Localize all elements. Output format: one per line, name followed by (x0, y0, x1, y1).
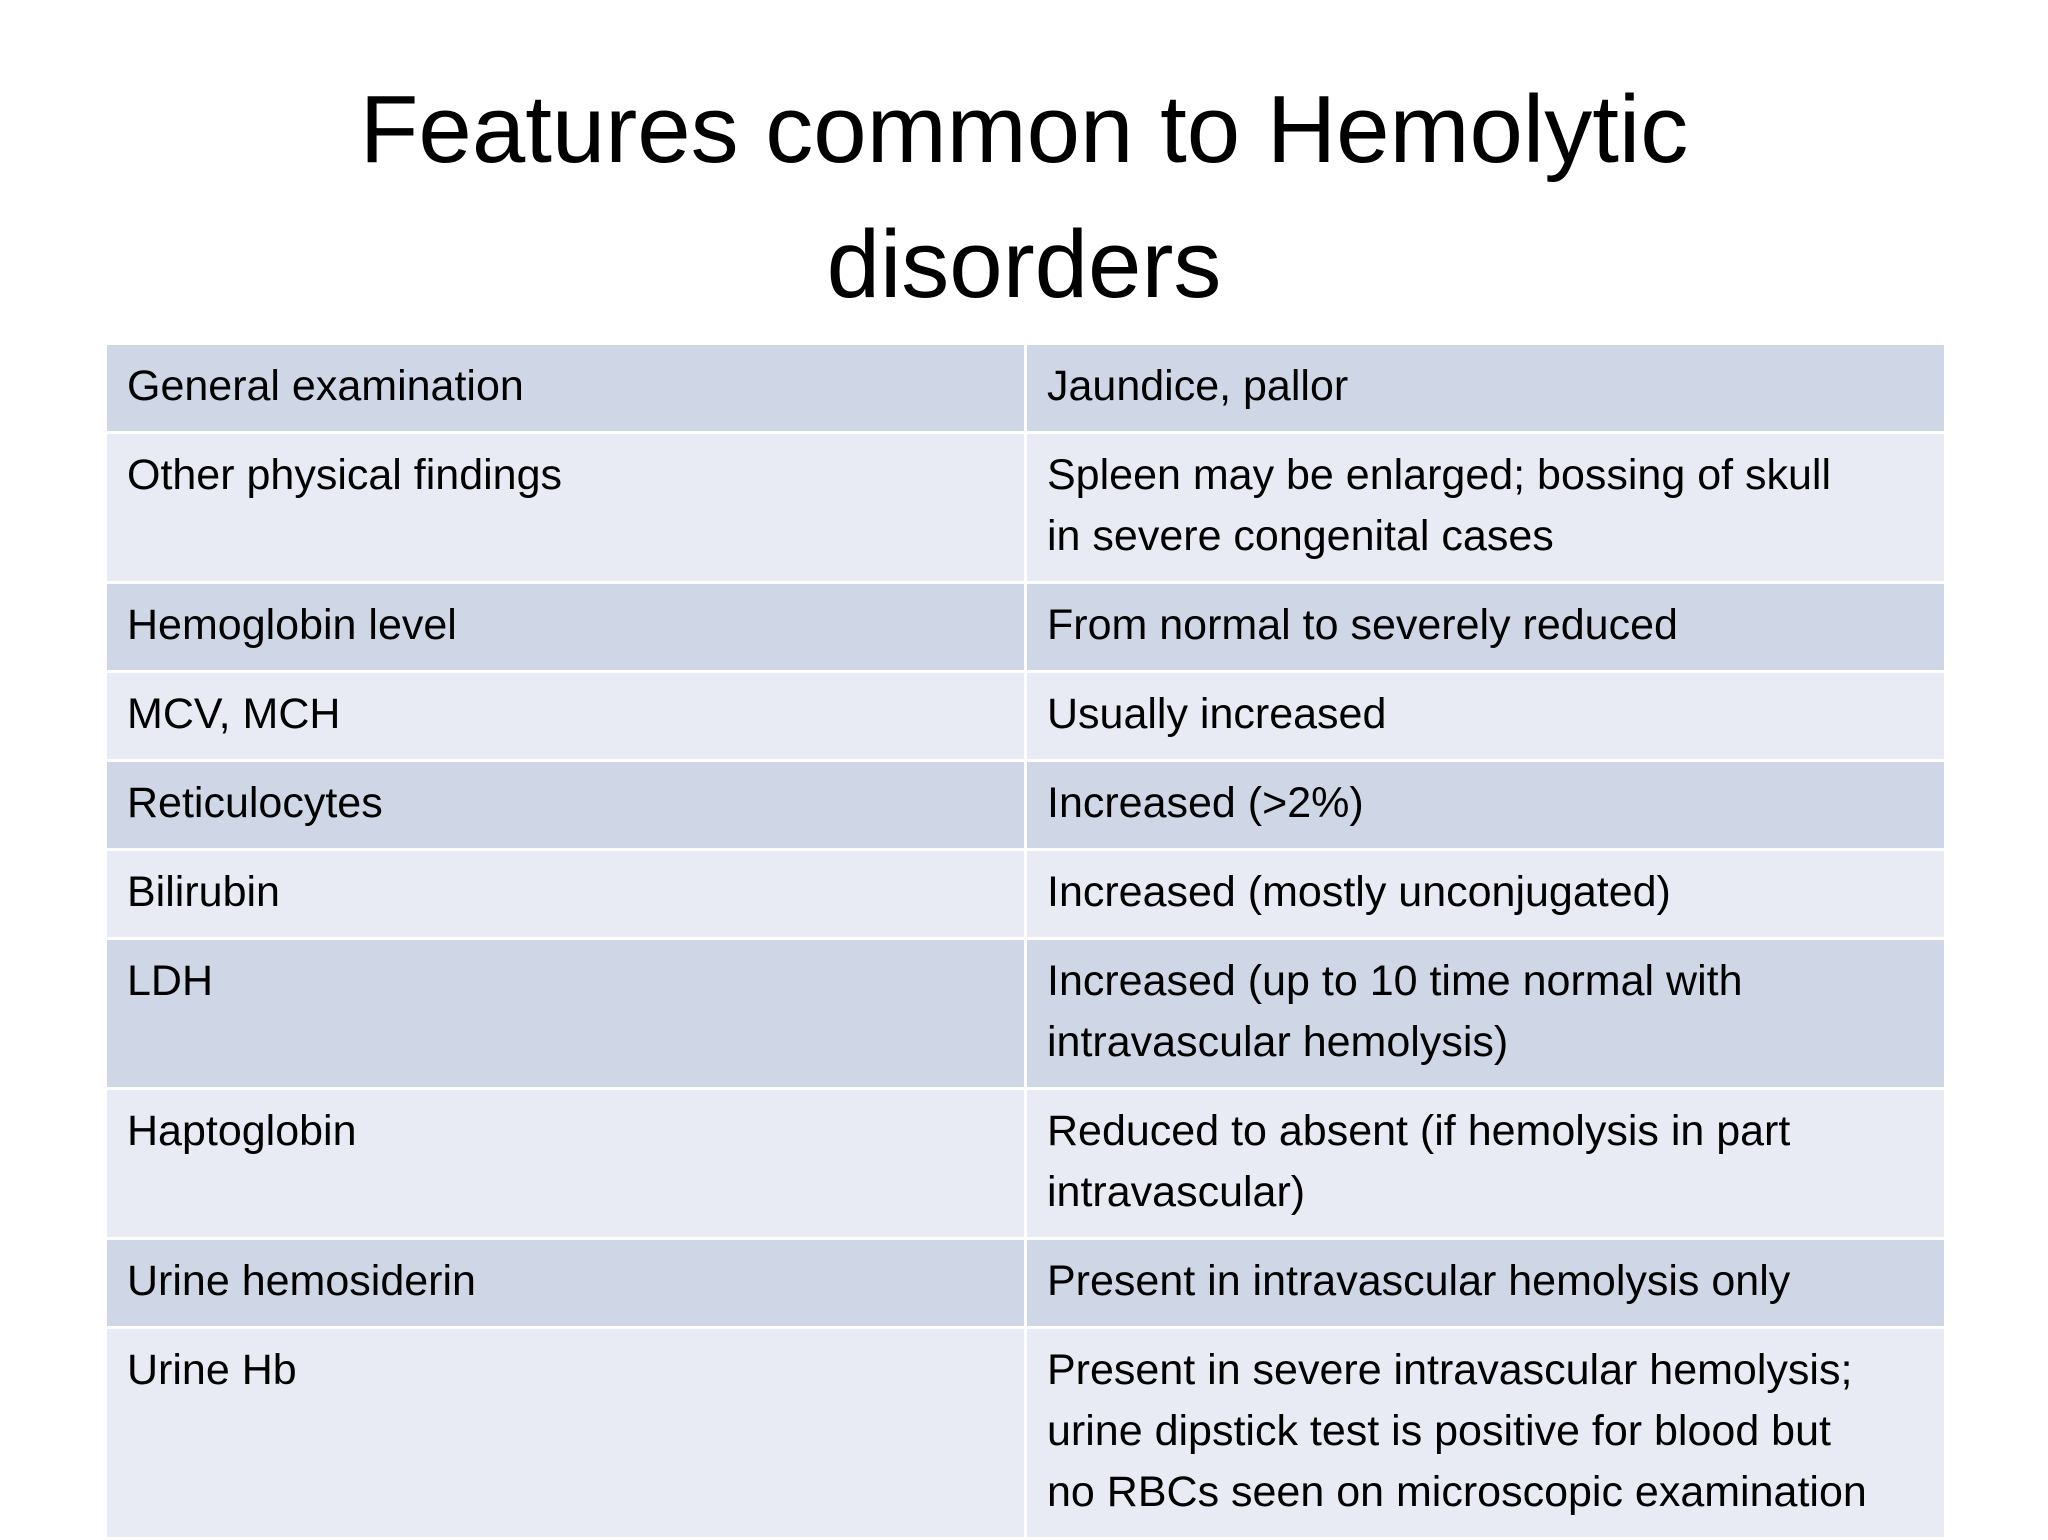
table-row (106, 850, 1946, 939)
finding-line: intravascular hemolysis) (1047, 1018, 1509, 1066)
title-line-1: Features common to Hemolytic (359, 76, 1689, 183)
feature-cell: LDH (106, 939, 1026, 1089)
finding-cell (1026, 939, 1946, 1089)
finding-line: intravascular) (1047, 1168, 1306, 1216)
feature-cell: Reticulocytes (106, 761, 1026, 850)
finding-cell: Increased (mostly unconjugated) (1026, 850, 1946, 939)
finding-cell: From normal to severely reduced (1026, 583, 1946, 672)
finding-line: Reduced to absent (if hemolysis in part (1047, 1107, 1791, 1155)
feature-cell: Urine hemosiderin (106, 1239, 1026, 1328)
feature-cell: Haptoglobin (106, 1089, 1026, 1239)
table-row (106, 1089, 1946, 1239)
table-row (106, 583, 1946, 672)
finding-cell: Usually increased (1026, 672, 1946, 761)
feature-cell: General examination (106, 344, 1026, 433)
finding-line: no RBCs seen on microscopic examination (1047, 1468, 1867, 1516)
table-row (106, 761, 1946, 850)
title-line-2: disorders (826, 211, 1222, 318)
table-row (106, 344, 1946, 433)
table-row (106, 1328, 1946, 1539)
feature-cell: Hemoglobin level (106, 583, 1026, 672)
feature-cell: Bilirubin (106, 850, 1026, 939)
slide-title (104, 62, 1944, 332)
feature-cell: MCV, MCH (106, 672, 1026, 761)
table-row (106, 433, 1946, 583)
finding-line: Increased (up to 10 time normal with (1047, 957, 1743, 1005)
finding-cell: Present in intravascular hemolysis only (1026, 1239, 1946, 1328)
finding-line: Spleen may be enlarged; bossing of skull (1047, 451, 1832, 499)
table-row (106, 672, 1946, 761)
finding-cell (1026, 1328, 1946, 1539)
finding-line: Present in severe intravascular hemolysis; (1047, 1346, 1853, 1394)
feature-cell: Other physical findings (106, 433, 1026, 583)
table-row (106, 939, 1946, 1089)
table-row (106, 1239, 1946, 1328)
feature-cell: Urine Hb (106, 1328, 1026, 1539)
finding-line: in severe congenital cases (1047, 512, 1554, 560)
finding-cell (1026, 433, 1946, 583)
finding-cell: Increased (>2%) (1026, 761, 1946, 850)
finding-line: urine dipstick test is positive for blood but (1047, 1407, 1831, 1455)
finding-cell (1026, 1089, 1946, 1239)
features-table (104, 342, 1947, 1540)
finding-cell: Jaundice, pallor (1026, 344, 1946, 433)
